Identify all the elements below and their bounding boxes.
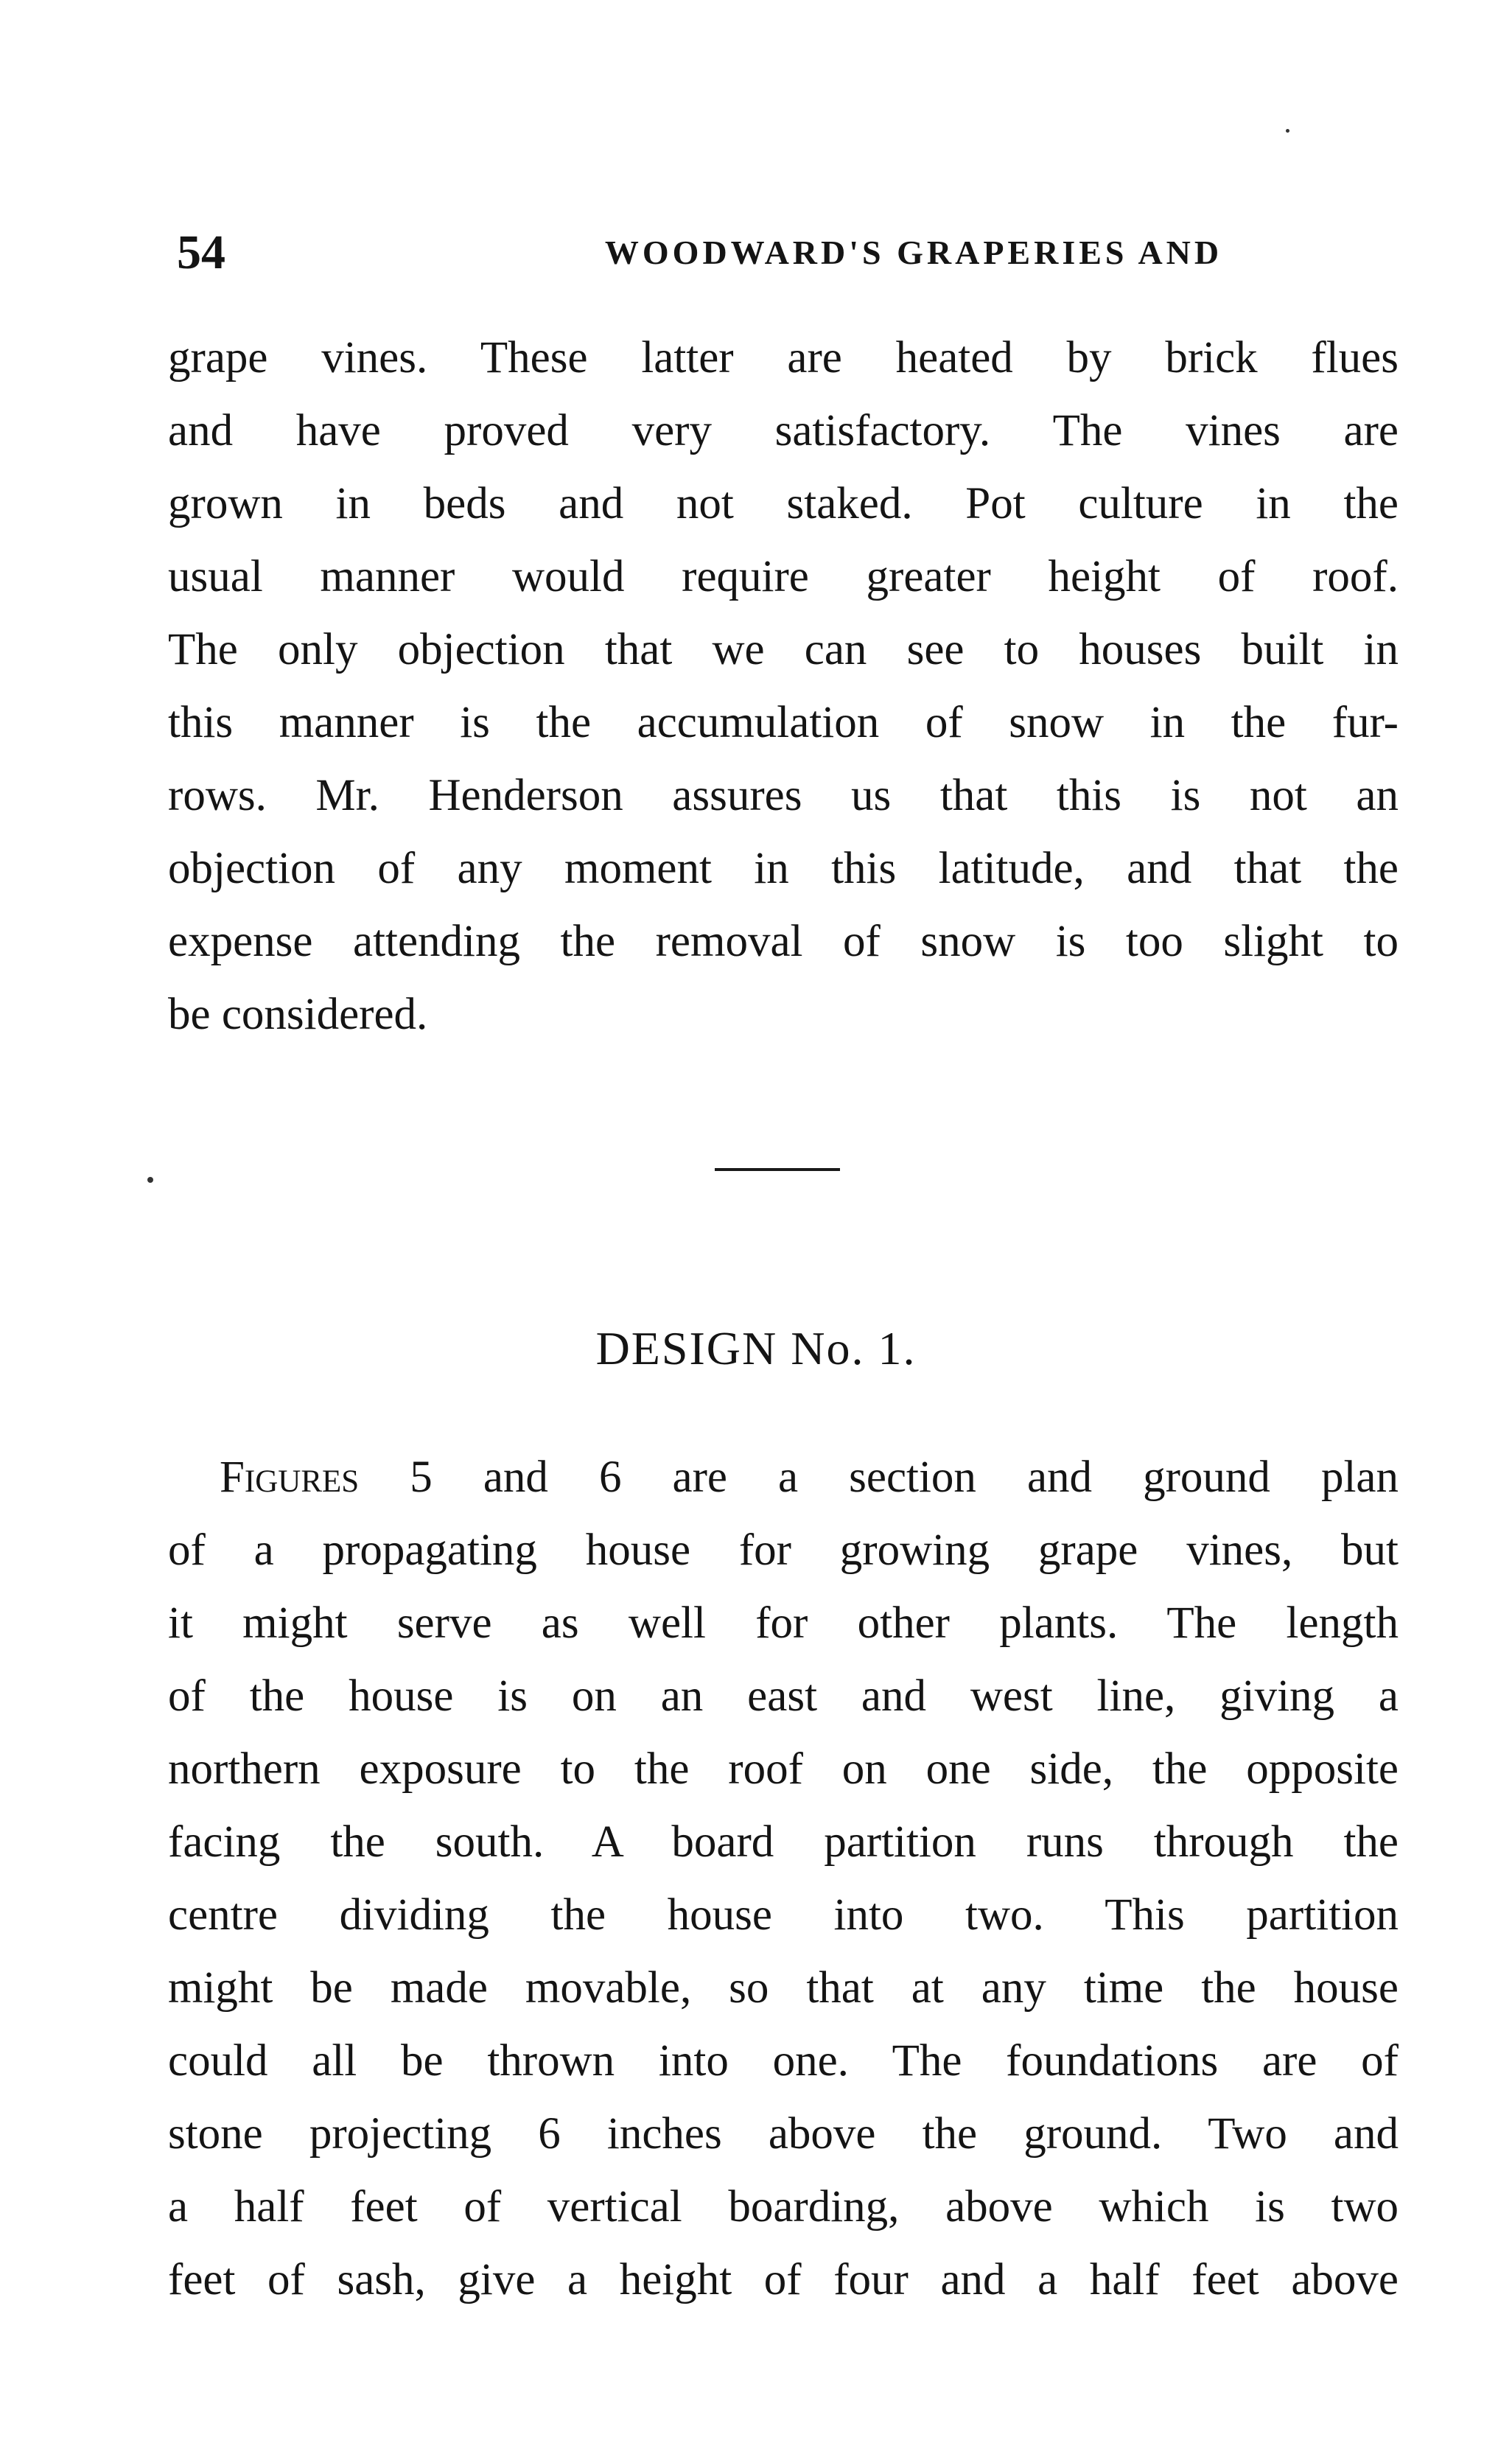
text-line: facing the south. A board partition runs through the xyxy=(168,1817,1399,1867)
text-line: usual manner would require greater height of roof. xyxy=(168,552,1399,601)
text-line: grown in beds and not staked. Pot culture in the xyxy=(168,479,1399,528)
text-line: might be made movable, so that at any time the house xyxy=(168,1963,1399,2013)
text-line: this manner is the accumulation of snow in the fur- xyxy=(168,698,1399,747)
text-line: and have proved very satisfactory. The vines are xyxy=(168,406,1399,455)
paragraph-1 xyxy=(168,321,1399,1051)
text-line: of the house is on an east and west line, giving a xyxy=(168,1671,1399,1721)
section-divider xyxy=(715,1168,840,1171)
text-line: it might serve as well for other plants. The length xyxy=(168,1598,1399,1648)
section-heading: DESIGN No. 1. xyxy=(595,1322,917,1374)
text-line: be considered. xyxy=(168,990,428,1039)
running-title: WOODWARD'S GRAPERIES AND xyxy=(604,234,1223,271)
print-speck xyxy=(1286,129,1289,133)
running-head xyxy=(177,220,1385,286)
text-line: expense attending the removal of snow is too slight to xyxy=(168,917,1399,966)
lead-word: Figures xyxy=(220,1453,360,1502)
text-line: The only objection that we can see to houses built in xyxy=(168,625,1399,674)
text-line: rows. Mr. Henderson assures us that this is not an xyxy=(168,771,1399,820)
text-line xyxy=(168,1441,1399,1514)
text-line: of a propagating house for growing grape vines, but xyxy=(168,1525,1399,1575)
page-number: 54 xyxy=(177,226,225,279)
text-line: feet of sash, give a height of four and a half feet above xyxy=(168,2255,1399,2304)
text-line: northern exposure to the roof on one side, the opposite xyxy=(168,1744,1399,1794)
text-line: objection of any moment in this latitude, and that the xyxy=(168,844,1399,893)
text-line: centre dividing the house into two. This partition xyxy=(168,1890,1399,1940)
text-line: a half feet of vertical boarding, above which is two xyxy=(168,2182,1399,2231)
text-line: stone projecting 6 inches above the ground. Two and xyxy=(168,2109,1399,2159)
print-speck xyxy=(147,1177,153,1183)
text-line: grape vines. These latter are heated by brick flues xyxy=(168,333,1399,382)
text-line: could all be thrown into one. The foundations are of xyxy=(168,2036,1399,2086)
paragraph-2 xyxy=(168,1441,1399,2316)
text-line-rest: 5 and 6 are a section and ground plan xyxy=(359,1453,1399,1502)
